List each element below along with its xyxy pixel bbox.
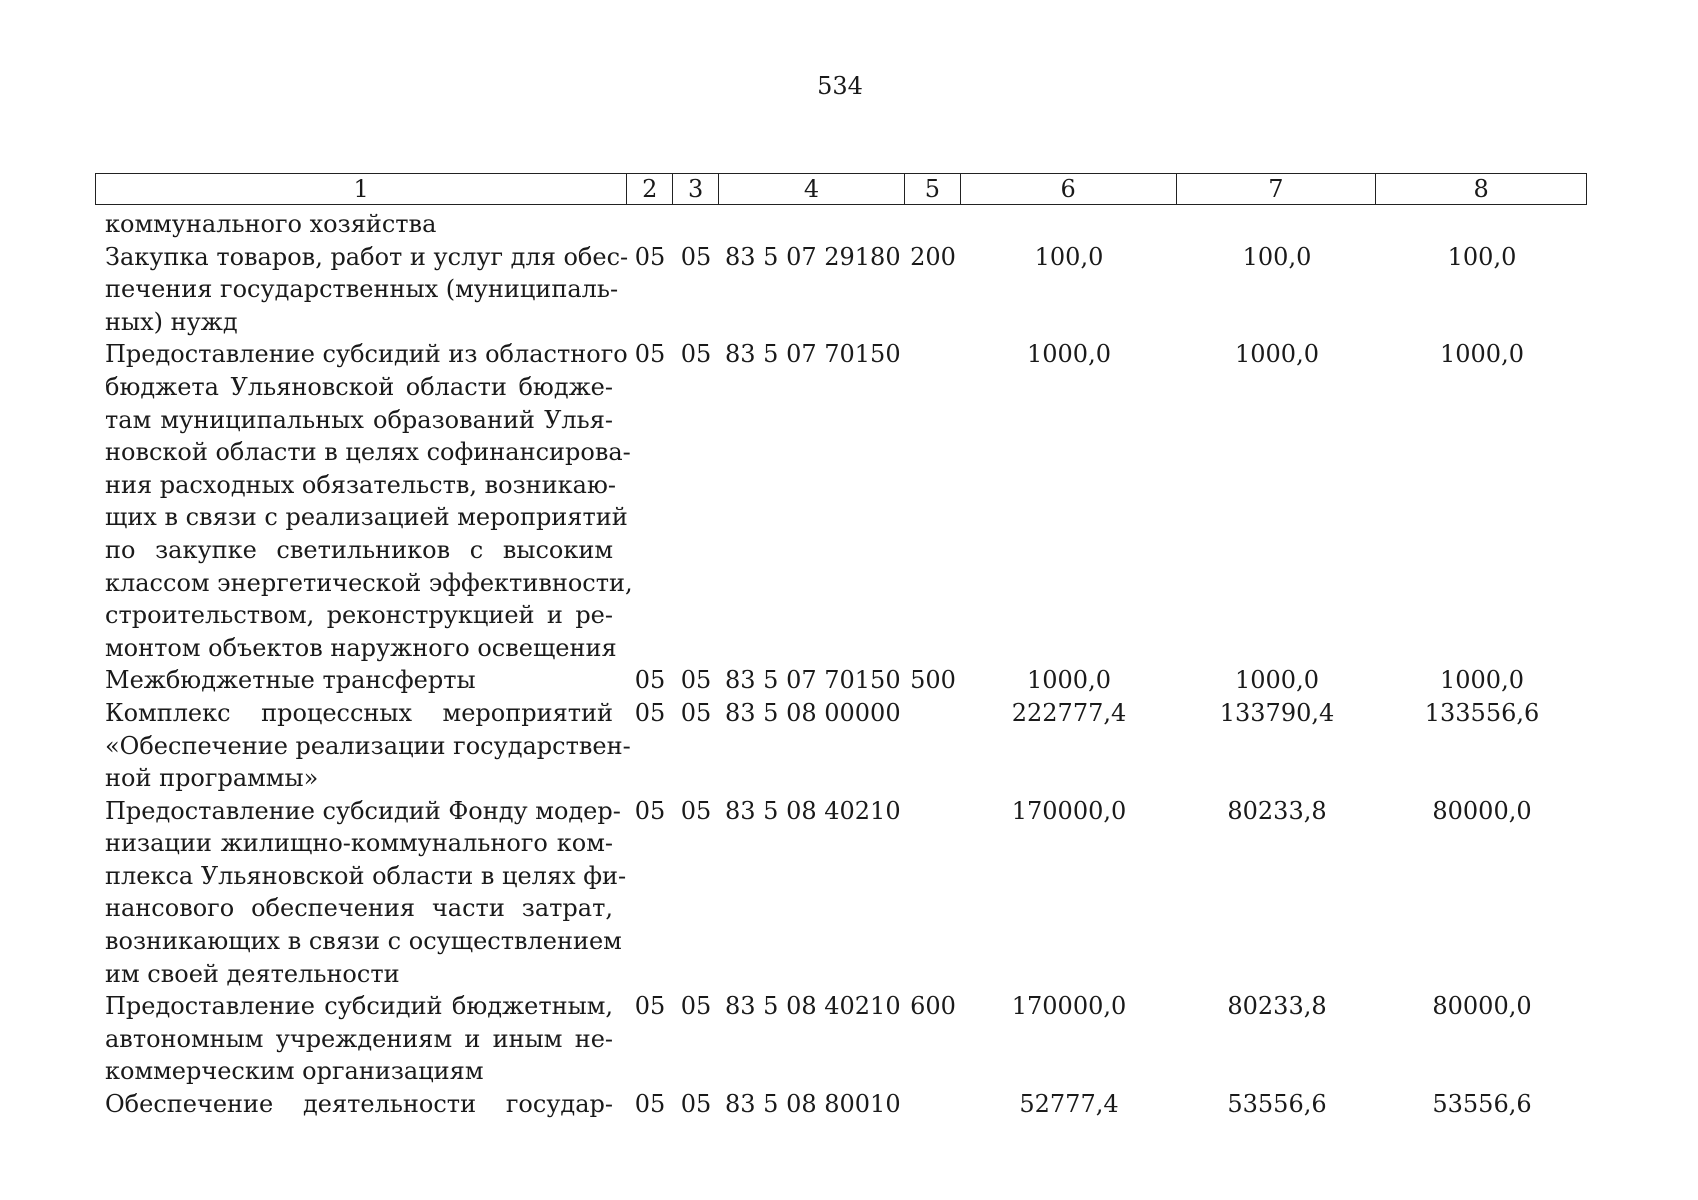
target-article-code: 83 5 08 80010 (725, 1090, 901, 1119)
subsection-code: 05 (680, 992, 712, 1021)
description-line: «Обеспечение реализации государствен- (105, 731, 631, 760)
header-col-5: 5 (905, 174, 961, 204)
table-row (95, 208, 1587, 241)
subsection-code: 05 (680, 340, 712, 369)
header-col-3: 3 (673, 174, 719, 204)
description-line: Предоставление субсидий из областного (105, 340, 628, 369)
amount-col-8: 1000,0 (1440, 340, 1524, 369)
expense-type-code: 200 (910, 242, 956, 271)
amount-col-7: 80233,8 (1227, 992, 1327, 1021)
description-line: там муниципальных образований Улья- (105, 405, 613, 434)
table-row (95, 664, 1587, 697)
description-line: плекса Ульяновской области в целях фи- (105, 861, 627, 890)
description-line: ной программы» (105, 764, 319, 793)
amount-col-6: 170000,0 (1011, 992, 1127, 1021)
description-line: Комплекс процессных мероприятий (105, 698, 613, 727)
row-description (95, 241, 627, 339)
table-row (95, 1088, 1587, 1121)
section-code: 05 (634, 666, 666, 695)
expense-type-code (905, 208, 961, 241)
description-line: ных) нужд (105, 307, 238, 336)
description-line: печения государственных (муниципаль- (105, 275, 619, 304)
section-code (627, 208, 673, 241)
expense-type-code: 600 (910, 992, 956, 1021)
section-code: 05 (634, 992, 666, 1021)
target-article-code: 83 5 08 40210 (725, 796, 901, 825)
row-description (95, 795, 627, 991)
expense-type-code: 500 (910, 666, 956, 695)
header-col-1: 1 (96, 174, 627, 204)
description-line: им своей деятельности (105, 959, 400, 988)
amount-col-8: 80000,0 (1432, 796, 1532, 825)
description-line: Предоставление субсидий бюджетным, (105, 992, 613, 1021)
header-col-7: 7 (1177, 174, 1377, 204)
amount-col-7: 80233,8 (1227, 796, 1327, 825)
amount-col-6 (961, 208, 1177, 241)
amount-col-6: 1000,0 (1027, 340, 1111, 369)
header-col-6: 6 (961, 174, 1177, 204)
amount-col-8: 53556,6 (1432, 1090, 1532, 1119)
row-description (95, 990, 627, 1088)
amount-col-8: 133556,6 (1424, 698, 1540, 727)
expense-type-code (905, 1088, 961, 1121)
section-code: 05 (634, 340, 666, 369)
row-description (95, 664, 627, 697)
section-code: 05 (634, 698, 666, 727)
subsection-code (673, 208, 719, 241)
section-code: 05 (634, 1090, 666, 1119)
header-col-4: 4 (719, 174, 905, 204)
amount-col-7: 100,0 (1242, 242, 1312, 271)
amount-col-7: 1000,0 (1235, 340, 1319, 369)
table-row (95, 795, 1587, 991)
table-row (95, 338, 1587, 664)
subsection-code: 05 (680, 666, 712, 695)
table-row (95, 697, 1587, 795)
amount-col-6: 222777,4 (1011, 698, 1127, 727)
description-line: строительством, реконструкцией и ре- (105, 601, 613, 630)
description-line: коммерческим организациям (105, 1057, 484, 1086)
subsection-code: 05 (680, 1090, 712, 1119)
expense-type-code (905, 338, 961, 664)
description-line: щих в связи с реализацией мероприятий (105, 503, 628, 532)
row-description (95, 208, 627, 241)
table-row (95, 990, 1587, 1088)
description-line: низации жилищно-коммунального ком- (105, 829, 613, 858)
amount-col-6: 170000,0 (1011, 796, 1127, 825)
target-article-code: 83 5 07 70150 (725, 666, 901, 695)
row-description (95, 697, 631, 795)
description-line: возникающих в связи с осуществлением (105, 927, 622, 956)
target-article-code: 83 5 07 29180 (725, 242, 901, 271)
description-line: Предоставление субсидий Фонду модер- (105, 796, 621, 825)
amount-col-6: 1000,0 (1027, 666, 1111, 695)
description-line: новской области в целях софинансирова- (105, 438, 631, 467)
target-article-code: 83 5 08 00000 (725, 698, 901, 727)
amount-col-7: 53556,6 (1227, 1090, 1327, 1119)
expense-type-code (905, 697, 961, 795)
description-line: бюджета Ульяновской области бюдже- (105, 372, 613, 401)
amount-col-8: 100,0 (1447, 242, 1517, 271)
row-description (95, 1088, 627, 1121)
amount-col-7: 1000,0 (1235, 666, 1319, 695)
description-line: монтом объектов наружного освещения (105, 633, 617, 662)
header-col-2: 2 (627, 174, 673, 204)
target-article-code (719, 208, 905, 241)
target-article-code: 83 5 08 40210 (725, 992, 901, 1021)
amount-col-8 (1377, 208, 1587, 241)
subsection-code: 05 (680, 242, 712, 271)
description-line: по закупке светильников с высоким (105, 535, 613, 564)
amount-col-6: 100,0 (1034, 242, 1104, 271)
expense-type-code (905, 795, 961, 991)
description-line: ния расходных обязательств, возникаю- (105, 470, 616, 499)
section-code: 05 (634, 242, 666, 271)
section-code: 05 (634, 796, 666, 825)
amount-col-6: 52777,4 (1019, 1090, 1119, 1119)
header-col-8: 8 (1473, 175, 1489, 203)
table-header (95, 173, 1587, 205)
amount-col-8: 1000,0 (1440, 666, 1524, 695)
description-line: автономным учреждениям и иным не- (105, 1024, 613, 1053)
subsection-code: 05 (680, 796, 712, 825)
amount-col-8: 80000,0 (1432, 992, 1532, 1021)
description-line: Закупка товаров, работ и услуг для обес- (105, 242, 629, 271)
description-line: коммунального хозяйства (105, 210, 437, 238)
table-row (95, 241, 1587, 339)
amount-col-7: 133790,4 (1219, 698, 1335, 727)
target-article-code: 83 5 07 70150 (725, 340, 901, 369)
amount-col-7 (1177, 208, 1377, 241)
description-line: Межбюджетные трансферты (105, 666, 476, 695)
description-line: классом энергетической эффективности, (105, 568, 633, 597)
table-body (95, 208, 1587, 1121)
page-number: 534 (817, 72, 863, 100)
row-description (95, 338, 633, 664)
subsection-code: 05 (680, 698, 712, 727)
description-line: нансового обеспечения части затрат, (105, 894, 613, 923)
description-line: Обеспечение деятельности государ- (105, 1090, 613, 1119)
